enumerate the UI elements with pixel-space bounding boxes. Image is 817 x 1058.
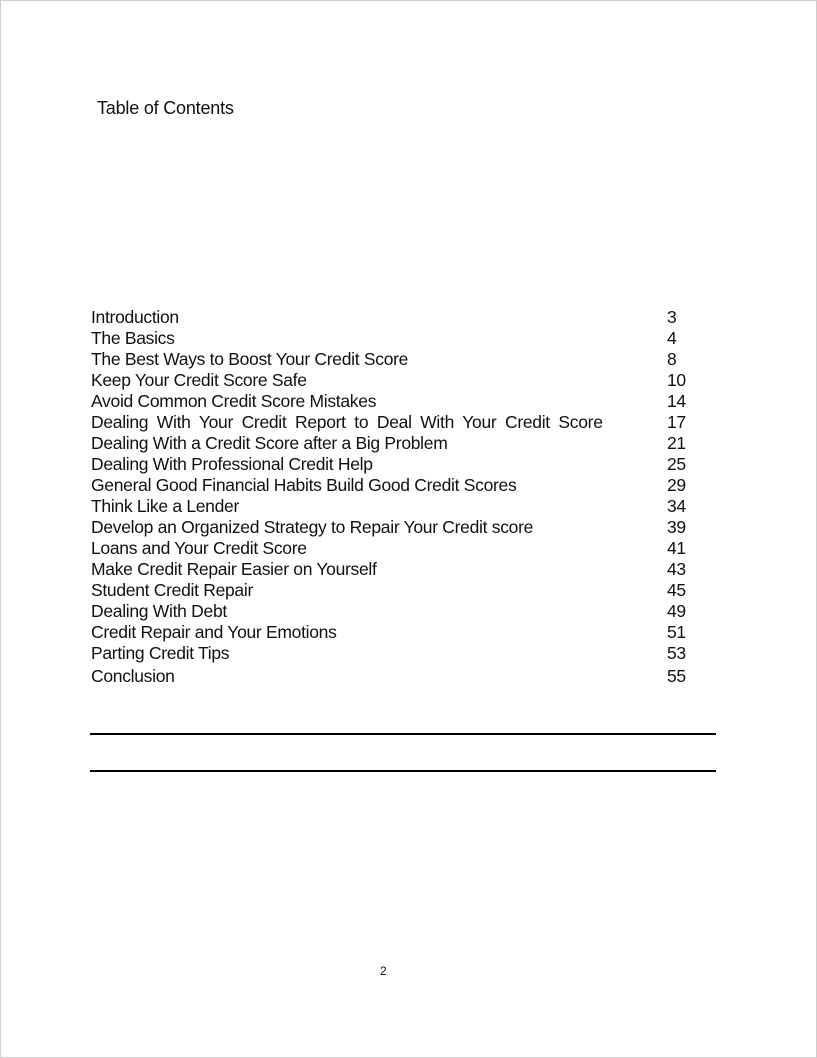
toc-heading: Table of Contents (97, 98, 234, 118)
toc-entry-page: 25 (667, 454, 686, 474)
toc-entry (91, 622, 691, 643)
toc-entry-title: Credit Repair and Your Emotions (91, 622, 337, 642)
toc-entry-title: Student Credit Repair (91, 580, 253, 600)
toc-entry-title: Avoid Common Credit Score Mistakes (91, 391, 377, 411)
toc-entry (91, 307, 691, 328)
toc-entry (91, 580, 691, 601)
toc-entry-title: Think Like a Lender (91, 496, 240, 516)
toc-entry (91, 538, 691, 559)
toc-entry-page: 34 (667, 496, 686, 516)
toc-entry-title: General Good Financial Habits Build Good Credit Scores (91, 475, 517, 495)
toc-entry-title: Dealing With Professional Credit Help (91, 454, 373, 474)
toc-entry (91, 517, 691, 538)
toc-entry (91, 475, 691, 496)
toc-entry (91, 454, 691, 475)
horizontal-rule (90, 770, 716, 772)
toc-entry-page: 3 (667, 307, 677, 327)
toc-entry-page: 53 (667, 643, 686, 663)
toc-entry-page: 17 (667, 412, 686, 432)
toc-entry (91, 666, 691, 687)
toc-entry-title: Loans and Your Credit Score (91, 538, 307, 558)
toc-entry-title: Keep Your Credit Score Safe (91, 370, 307, 390)
toc-entry (91, 433, 691, 454)
toc-entry-title: Dealing With a Credit Score after a Big Problem (91, 433, 448, 453)
toc-entry-page: 55 (667, 666, 686, 686)
toc-entry (91, 601, 691, 622)
toc-entry-page: 21 (667, 433, 686, 453)
toc-entry-title: Dealing With Your Credit Report to Deal With Your Credit Score (91, 412, 603, 432)
toc-entry-title: Dealing With Debt (91, 601, 227, 621)
toc-entry-page: 14 (667, 391, 686, 411)
toc-entry-page: 51 (667, 622, 686, 642)
toc-entry (91, 559, 691, 580)
toc-entry-title: Make Credit Repair Easier on Yourself (91, 559, 377, 579)
toc-entry-page: 8 (667, 349, 677, 369)
toc-entry (91, 349, 691, 370)
toc-entry-title: The Basics (91, 328, 175, 348)
toc-entry (91, 496, 691, 517)
toc-entry-title: The Best Ways to Boost Your Credit Score (91, 349, 409, 369)
page-number: 2 (380, 964, 387, 978)
toc-entry (91, 370, 691, 391)
horizontal-rule (90, 733, 716, 735)
toc-entry-title: Parting Credit Tips (91, 643, 230, 663)
toc-entry-page: 43 (667, 559, 686, 579)
toc-entry-page: 45 (667, 580, 686, 600)
toc-entry-page: 29 (667, 475, 686, 495)
toc-entry-page: 39 (667, 517, 686, 537)
toc-entry-page: 41 (667, 538, 686, 558)
toc-entry (91, 328, 691, 349)
toc-entry (91, 643, 691, 664)
toc-entry-page: 4 (667, 328, 677, 348)
toc-entry (91, 412, 691, 433)
toc-entry-title: Develop an Organized Strategy to Repair Your Credit score (91, 517, 534, 537)
toc-list (91, 307, 691, 687)
toc-entry-title: Introduction (91, 307, 179, 327)
toc-entry-title: Conclusion (91, 666, 175, 686)
toc-entry-page: 49 (667, 601, 686, 621)
toc-entry (91, 391, 691, 412)
toc-entry-page: 10 (667, 370, 686, 390)
